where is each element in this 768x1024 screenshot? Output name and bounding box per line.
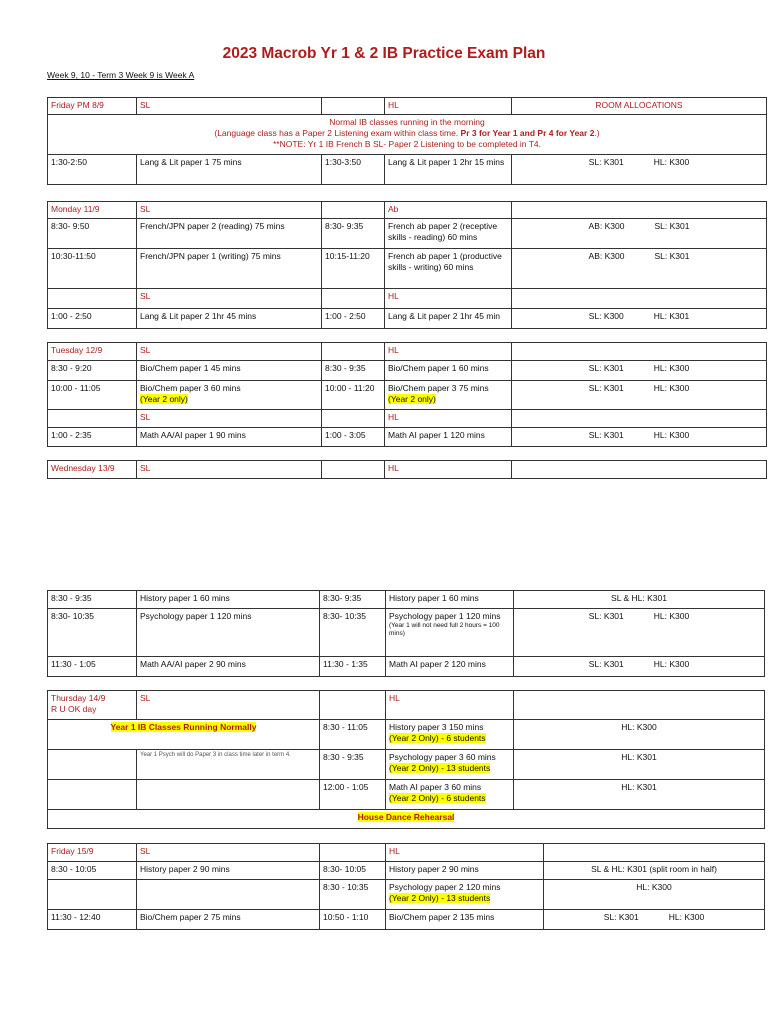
sl-header: SL bbox=[137, 844, 320, 862]
room-cell: SL: K301 HL: K300 bbox=[514, 657, 765, 677]
time-sl: 8:30 - 9:35 bbox=[48, 591, 137, 609]
exam-sl: Bio/Chem paper 1 45 mins bbox=[137, 361, 322, 381]
note-line-1: Normal IB classes running in the morning bbox=[329, 117, 485, 127]
exam-hl: Math AI paper 3 60 mins (Year 2 Only) - 6 students bbox=[386, 780, 514, 810]
room-cell: SL: K300 HL: K301 bbox=[512, 309, 767, 329]
exam-hl: Bio/Chem paper 1 60 mins bbox=[385, 361, 512, 381]
day-label: Thursday 14/9 R U OK day bbox=[48, 691, 137, 720]
time-hl: 8:30- 9:35 bbox=[322, 219, 385, 249]
exam-sl: Psychology paper 1 120 mins bbox=[137, 609, 320, 657]
room-cell: SL & HL: K301 bbox=[514, 591, 765, 609]
room-cell: HL: K300 bbox=[514, 720, 765, 750]
thursday-table bbox=[47, 690, 765, 829]
ab-header: Ab bbox=[385, 202, 512, 219]
exam-hl: French ab paper 1 (productive skills - writing) 60 mins bbox=[385, 249, 512, 289]
year1-classes-note: Year 1 IB Classes Running Normally bbox=[48, 720, 320, 750]
room-cell: AB: K300 SL: K301 bbox=[512, 249, 767, 289]
time-sl: 1:00 - 2:35 bbox=[48, 428, 137, 447]
exam-hl: Psychology paper 3 60 mins (Year 2 Only) - 13 students bbox=[386, 750, 514, 780]
note-line-3: **NOTE: Yr 1 IB French B SL- Paper 2 Listening to be completed in T4. bbox=[272, 139, 542, 150]
psych-note: Year 1 Psych will do Paper 3 in class time later in term 4. bbox=[137, 750, 320, 780]
time-hl: 1:30-3:50 bbox=[322, 155, 385, 185]
year2-only-note: (Year 2 only) bbox=[140, 394, 188, 405]
exam-hl: Psychology paper 2 120 mins (Year 2 Only) - 13 students bbox=[386, 880, 544, 910]
room-cell: SL: K301 HL: K300 bbox=[512, 428, 767, 447]
hl-header: HL bbox=[385, 98, 512, 115]
subtitle: Week 9, 10 - Term 3 Week 9 is Week A bbox=[47, 70, 195, 80]
time-hl: 1:00 - 2:50 bbox=[322, 309, 385, 329]
exam-sl: Lang & Lit paper 1 75 mins bbox=[137, 155, 322, 185]
exam-hl: Bio/Chem paper 2 135 mins bbox=[386, 910, 544, 930]
time-hl: 11:30 - 1:35 bbox=[320, 657, 386, 677]
room-cell: SL: K301 HL: K300 bbox=[512, 361, 767, 381]
time-sl: 11:30 - 1:05 bbox=[48, 657, 137, 677]
note-line-2: (Language class has a Paper 2 Listening exam within class time. Pr 3 for Year 1 and Pr 4 for Year 2.) bbox=[214, 128, 600, 139]
time-hl: 8:30 - 9:35 bbox=[320, 750, 386, 780]
exam-sl: French/JPN paper 1 (writing) 75 mins bbox=[137, 249, 322, 289]
year1-note: (Year 1 will not need full 2 hours = 100 mins) bbox=[389, 622, 500, 638]
exam-hl: Psychology paper 1 120 mins (Year 1 will not need full 2 hours = 100 mins) bbox=[386, 609, 514, 657]
time-hl: 10:00 - 11:20 bbox=[322, 381, 385, 410]
time-hl: 8:30 - 11:05 bbox=[320, 720, 386, 750]
time-sl: 8:30 - 9:20 bbox=[48, 361, 137, 381]
hl-header: HL bbox=[386, 691, 514, 720]
exam-hl: Math AI paper 2 120 mins bbox=[386, 657, 514, 677]
hl-header: HL bbox=[385, 461, 512, 479]
time-hl: 8:30- 9:35 bbox=[320, 591, 386, 609]
hl-header: HL bbox=[385, 289, 512, 309]
exam-sl: Math AA/AI paper 1 90 mins bbox=[137, 428, 322, 447]
exam-sl: History paper 2 90 mins bbox=[137, 862, 320, 880]
time-hl: 10:15-11:20 bbox=[322, 249, 385, 289]
time-hl: 8:30- 10:05 bbox=[320, 862, 386, 880]
exam-hl: Lang & Lit paper 2 1hr 45 min bbox=[385, 309, 512, 329]
sl-header: SL bbox=[137, 691, 320, 720]
exam-hl: History paper 2 90 mins bbox=[386, 862, 544, 880]
exam-sl: Bio/Chem paper 2 75 mins bbox=[137, 910, 320, 930]
exam-sl: French/JPN paper 2 (reading) 75 mins bbox=[137, 219, 322, 249]
exam-hl: Bio/Chem paper 3 75 mins (Year 2 only) bbox=[385, 381, 512, 410]
sl-header: SL bbox=[137, 289, 322, 309]
note-cell bbox=[48, 115, 767, 155]
exam-sl: Math AA/AI paper 2 90 mins bbox=[137, 657, 320, 677]
exam-hl: History paper 3 150 mins (Year 2 Only) - 6 students bbox=[386, 720, 514, 750]
hl-header: HL bbox=[385, 343, 512, 361]
time-hl: 12:00 - 1:05 bbox=[320, 780, 386, 810]
day-label: Monday 11/9 bbox=[48, 202, 137, 219]
time-hl: 8:30- 10:35 bbox=[320, 609, 386, 657]
day-label: Friday PM 8/9 bbox=[48, 98, 137, 115]
exam-hl: Math AI paper 1 120 mins bbox=[385, 428, 512, 447]
time-sl: 1:30-2:50 bbox=[48, 155, 137, 185]
room-cell: HL: K301 bbox=[514, 780, 765, 810]
exam-sl: Lang & Lit paper 2 1hr 45 mins bbox=[137, 309, 322, 329]
sl-header: SL bbox=[137, 410, 322, 428]
hl-header: HL bbox=[386, 844, 544, 862]
friday-8-table bbox=[47, 97, 767, 185]
sl-header: SL bbox=[137, 202, 322, 219]
room-cell: SL: K301 HL: K300 bbox=[544, 910, 765, 930]
day-label: Wednesday 13/9 bbox=[48, 461, 137, 479]
time-hl: 10:50 - 1:10 bbox=[320, 910, 386, 930]
exam-sl: Bio/Chem paper 3 60 mins (Year 2 only) bbox=[137, 381, 322, 410]
day-label: Tuesday 12/9 bbox=[48, 343, 137, 361]
monday-table bbox=[47, 201, 767, 329]
room-cell: SL & HL: K301 (split room in half) bbox=[544, 862, 765, 880]
friday-15-table bbox=[47, 843, 765, 930]
exam-hl: French ab paper 2 (receptive skills - reading) 60 mins bbox=[385, 219, 512, 249]
room-cell: SL: K301 HL: K300 bbox=[514, 609, 765, 657]
sl-header: SL bbox=[137, 461, 322, 479]
house-dance-note: House Dance Rehearsal bbox=[48, 810, 765, 829]
time-hl: 1:00 - 3:05 bbox=[322, 428, 385, 447]
time-hl: 8:30 - 9:35 bbox=[322, 361, 385, 381]
exam-hl: History paper 1 60 mins bbox=[386, 591, 514, 609]
exam-sl: History paper 1 60 mins bbox=[137, 591, 320, 609]
exam-hl: Lang & Lit paper 1 2hr 15 mins bbox=[385, 155, 512, 185]
time-sl: 8:30- 9:50 bbox=[48, 219, 137, 249]
page-title: 2023 Macrob Yr 1 & 2 IB Practice Exam Plan bbox=[222, 45, 546, 62]
hl-header: HL bbox=[385, 410, 512, 428]
time-sl: 1:00 - 2:50 bbox=[48, 309, 137, 329]
tuesday-table bbox=[47, 342, 767, 447]
day-label: Friday 15/9 bbox=[48, 844, 137, 862]
year2-only-note: (Year 2 only) bbox=[388, 394, 436, 405]
room-cell: HL: K301 bbox=[514, 750, 765, 780]
sl-header: SL bbox=[137, 343, 322, 361]
room-allocations-header: ROOM ALLOCATIONS bbox=[512, 98, 767, 115]
time-sl: 11:30 - 12:40 bbox=[48, 910, 137, 930]
room-cell: AB: K300 SL: K301 bbox=[512, 219, 767, 249]
time-sl: 10:30-11:50 bbox=[48, 249, 137, 289]
time-sl: 8:30 - 10:05 bbox=[48, 862, 137, 880]
wednesday-header-table bbox=[47, 460, 767, 479]
sl-header: SL bbox=[137, 98, 322, 115]
room-cell: SL: K301 HL: K300 bbox=[512, 155, 767, 185]
room-cell: SL: K301 HL: K300 bbox=[512, 381, 767, 410]
time-sl: 10:00 - 11:05 bbox=[48, 381, 137, 410]
time-hl: 8:30 - 10:35 bbox=[320, 880, 386, 910]
time-sl: 8:30- 10:35 bbox=[48, 609, 137, 657]
wednesday-table bbox=[47, 590, 765, 677]
room-cell: HL: K300 bbox=[544, 880, 765, 910]
